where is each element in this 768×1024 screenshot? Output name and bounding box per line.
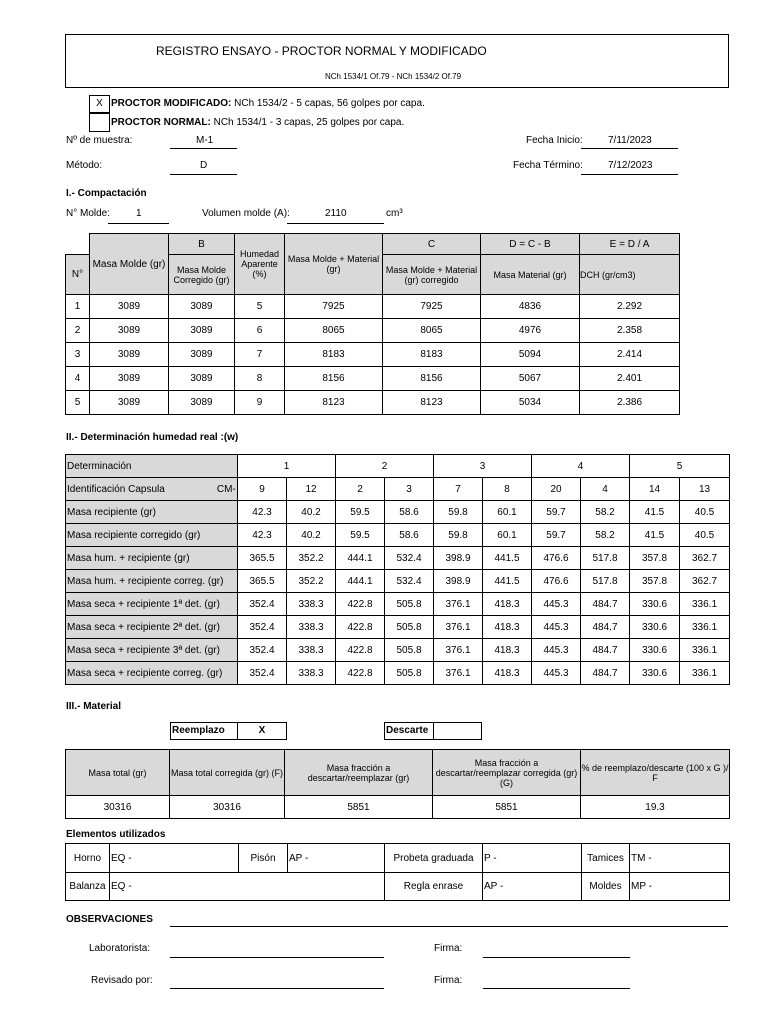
- compactacion-row: [66, 319, 680, 343]
- humedad-cell: 330.6: [630, 616, 680, 639]
- descarte-label-box: Descarte: [384, 722, 434, 740]
- humedad-cell: 444.1: [336, 547, 385, 570]
- humedad-row: [66, 501, 730, 524]
- compactacion-cell: 5067: [481, 367, 580, 391]
- compactacion-cell: 3089: [90, 295, 169, 319]
- section-material-title: III.- Material: [66, 701, 122, 712]
- humedad-cell: 517.8: [581, 547, 630, 570]
- humedad-cell: 336.1: [680, 593, 730, 616]
- capsula-id: 7: [434, 478, 483, 501]
- humedad-cell: 59.7: [532, 501, 581, 524]
- compactacion-row: [66, 367, 680, 391]
- humedad-cell: 59.5: [336, 524, 385, 547]
- humedad-cell: 352.4: [238, 593, 287, 616]
- humedad-cell: 352.2: [287, 570, 336, 593]
- metodo-value: D: [200, 160, 208, 171]
- humedad-cell: 41.5: [630, 524, 680, 547]
- compactacion-cell: 5: [235, 295, 285, 319]
- material-value: 5851: [285, 796, 433, 819]
- material-value: 30316: [66, 796, 170, 819]
- molde-value: 1: [136, 208, 142, 219]
- humedad-cell: 338.3: [287, 639, 336, 662]
- humedad-cell: 422.8: [336, 662, 385, 685]
- modificado-label: PROCTOR MODIFICADO:: [111, 98, 232, 109]
- humedad-cell: 532.4: [385, 570, 434, 593]
- humedad-cell: 58.2: [581, 501, 630, 524]
- compactacion-cell: 2: [66, 319, 90, 343]
- capsula-suffix: CM-: [216, 483, 236, 495]
- humedad-cell: 505.8: [385, 662, 434, 685]
- b-header: B: [169, 234, 235, 255]
- capsula-id: 3: [385, 478, 434, 501]
- compactacion-cell: 8156: [285, 367, 383, 391]
- humedad-cell: 357.8: [630, 570, 680, 593]
- balanza-value: EQ -: [110, 873, 385, 901]
- compactacion-cell: 3089: [169, 343, 235, 367]
- capsula-id: 4: [581, 478, 630, 501]
- compactacion-cell: 8: [235, 367, 285, 391]
- humedad-cell: 505.8: [385, 616, 434, 639]
- humedad-cell: 362.7: [680, 570, 730, 593]
- normal-option: PROCTOR NORMAL: NCh 1534/1 - 3 capas, 25 golpes por capa.: [111, 117, 405, 128]
- humedad-row-label: Masa seca + recipiente 2ª det. (gr): [66, 616, 238, 639]
- fecha-inicio-value: 7/11/2023: [608, 135, 652, 146]
- molde-line: [108, 223, 169, 224]
- material-header: Masa fracción a descartar/reemplazar (gr): [285, 750, 433, 796]
- capsula-id: 14: [630, 478, 680, 501]
- material-value: 19.3: [581, 796, 730, 819]
- reemplazo-label-box: Reemplazo: [170, 722, 238, 740]
- humedad-cell: 362.7: [680, 547, 730, 570]
- humedad-cell: 40.5: [680, 501, 730, 524]
- det-3: 3: [434, 455, 532, 478]
- material-header: Masa total corregida (gr) (F): [170, 750, 285, 796]
- humedad-table: [65, 454, 730, 685]
- compactacion-row: [66, 391, 680, 415]
- revisado-label: Revisado por:: [91, 975, 153, 986]
- muestra-value: M-1: [196, 135, 214, 146]
- page-title: REGISTRO ENSAYO - PROCTOR NORMAL Y MODIFICADO: [156, 44, 487, 58]
- humedad-cell: 336.1: [680, 639, 730, 662]
- compactacion-cell: 3089: [90, 391, 169, 415]
- humedad-cell: 352.4: [238, 639, 287, 662]
- compactacion-row: [66, 343, 680, 367]
- normal-checkbox[interactable]: [89, 113, 110, 132]
- compactacion-cell: 5: [66, 391, 90, 415]
- det-2: 2: [336, 455, 434, 478]
- horno-value: EQ -: [110, 844, 239, 873]
- humedad-cell: 60.1: [483, 501, 532, 524]
- compactacion-cell: 3089: [90, 343, 169, 367]
- capsula-id: 2: [336, 478, 385, 501]
- det-4: 4: [532, 455, 630, 478]
- humedad-cell: 376.1: [434, 639, 483, 662]
- compactacion-cell: 8065: [285, 319, 383, 343]
- humedad-cell: 422.8: [336, 616, 385, 639]
- humedad-cell: 59.7: [532, 524, 581, 547]
- humedad-cell: 40.2: [287, 524, 336, 547]
- humedad-cell: 40.2: [287, 501, 336, 524]
- humedad-cell: 338.3: [287, 662, 336, 685]
- humedad-cell: 398.9: [434, 547, 483, 570]
- humedad-cell: 445.3: [532, 593, 581, 616]
- masa-molde-mat-header: Masa Molde + Material (gr): [285, 234, 383, 295]
- compactacion-cell: 3089: [169, 367, 235, 391]
- fecha-termino-value: 7/12/2023: [608, 160, 653, 171]
- probeta-label: Probeta graduada: [385, 844, 483, 873]
- humedad-row: [66, 662, 730, 685]
- humedad-cell: 330.6: [630, 639, 680, 662]
- humedad-cell: 60.1: [483, 524, 532, 547]
- humedad-cell: 376.1: [434, 616, 483, 639]
- compactacion-cell: 3089: [90, 319, 169, 343]
- humedad-cell: 517.8: [581, 570, 630, 593]
- humedad-row-label: Masa hum. + recipiente correg. (gr): [66, 570, 238, 593]
- humedad-cell: 418.3: [483, 616, 532, 639]
- volumen-unit: cm³: [386, 208, 403, 219]
- humedad-row: [66, 616, 730, 639]
- humedad-cell: 445.3: [532, 639, 581, 662]
- humedad-cell: 532.4: [385, 547, 434, 570]
- humedad-cell: 441.5: [483, 547, 532, 570]
- humedad-cell: 376.1: [434, 662, 483, 685]
- compactacion-cell: 9: [235, 391, 285, 415]
- laboratorista-label: Laboratorista:: [89, 943, 151, 954]
- humedad-cell: 352.4: [238, 662, 287, 685]
- d-header: D = C - B: [481, 234, 580, 255]
- humedad-row-label: Masa seca + recipiente 3ª det. (gr): [66, 639, 238, 662]
- normal-desc: NCh 1534/1 - 3 capas, 25 golpes por capa: [210, 117, 402, 128]
- material-value: 5851: [433, 796, 581, 819]
- compactacion-cell: 3: [66, 343, 90, 367]
- capsula-label: Identificación Capsula: [67, 483, 165, 495]
- volumen-label: Volumen molde (A):: [202, 208, 290, 219]
- volumen-value: 2110: [325, 208, 347, 219]
- compactacion-cell: 8183: [383, 343, 481, 367]
- humedad-row-label: Masa seca + recipiente 1ª det. (gr): [66, 593, 238, 616]
- humedad-cell: 336.1: [680, 616, 730, 639]
- compactacion-cell: 3089: [169, 295, 235, 319]
- compactacion-row: [66, 295, 680, 319]
- tamices-label: Tamices: [582, 844, 630, 873]
- humedad-cell: 338.3: [287, 616, 336, 639]
- section-elementos-title: Elementos utilizados: [66, 829, 166, 840]
- humedad-row-label: Masa recipiente (gr): [66, 501, 238, 524]
- masa-molde-header: Masa Molde (gr): [90, 234, 169, 295]
- compactacion-cell: 2.414: [580, 343, 680, 367]
- humedad-cell: 58.6: [385, 524, 434, 547]
- compactacion-cell: 8183: [285, 343, 383, 367]
- humedad-cell: 58.6: [385, 501, 434, 524]
- humedad-cell: 376.1: [434, 593, 483, 616]
- humedad-cell: 365.5: [238, 570, 287, 593]
- compactacion-cell: 7: [235, 343, 285, 367]
- humedad-cell: 352.2: [287, 547, 336, 570]
- corner-cell: [66, 234, 90, 255]
- capsula-id: 13: [680, 478, 730, 501]
- observaciones-label: OBSERVACIONES: [66, 914, 153, 925]
- capsula-id: 20: [532, 478, 581, 501]
- pison-label: Pisón: [239, 844, 288, 873]
- laboratorista-line[interactable]: [170, 957, 384, 958]
- humedad-row-label: Masa hum. + recipiente (gr): [66, 547, 238, 570]
- humedad-cell: 330.6: [630, 593, 680, 616]
- elementos-table: [65, 843, 730, 901]
- humedad-cell: 58.2: [581, 524, 630, 547]
- humedad-cell: 330.6: [630, 662, 680, 685]
- section-compactacion-title: I.- Compactación: [66, 188, 147, 199]
- normal-label: PROCTOR NORMAL:: [111, 117, 211, 128]
- molde-label: N° Molde:: [66, 208, 111, 219]
- humedad-cell: 40.5: [680, 524, 730, 547]
- balanza-label: Balanza: [66, 873, 110, 901]
- humedad-cell: 445.3: [532, 662, 581, 685]
- reemplazo-checkbox[interactable]: X: [237, 722, 287, 740]
- humedad-row: [66, 524, 730, 547]
- fecha-termino-line: [581, 174, 678, 175]
- compactacion-cell: 7925: [383, 295, 481, 319]
- fecha-inicio-line: [581, 148, 678, 149]
- material-header: Masa fracción a descartar/reemplazar corregida (gr) (G): [433, 750, 581, 796]
- compactacion-cell: 5094: [481, 343, 580, 367]
- humedad-cell: 418.3: [483, 662, 532, 685]
- compactacion-cell: 8065: [383, 319, 481, 343]
- humedad-header: Humedad Aparente (%): [235, 234, 285, 295]
- dch-header: DCH (gr/cm3): [580, 255, 680, 295]
- moldes-label: Moldes: [582, 873, 630, 901]
- humedad-cell: 357.8: [630, 547, 680, 570]
- muestra-line: [170, 148, 237, 149]
- capsula-id: 9: [238, 478, 287, 501]
- humedad-cell: 484.7: [581, 593, 630, 616]
- det-5: 5: [630, 455, 730, 478]
- muestra-label: Nº de muestra:: [66, 135, 133, 146]
- masa-material-header: Masa Material (gr): [481, 255, 580, 295]
- masa-molde-corr-header: Masa Molde Corregido (gr): [169, 255, 235, 295]
- descarte-checkbox[interactable]: [433, 722, 482, 740]
- humedad-cell: 42.3: [238, 524, 287, 547]
- determinacion-label: Determinación: [66, 455, 238, 478]
- regla-value: AP -: [483, 873, 582, 901]
- volumen-line: [287, 223, 384, 224]
- revisado-line[interactable]: [170, 988, 384, 989]
- modificado-desc: NCh 1534/2 - 5 capas, 56 golpes por capa: [231, 98, 423, 109]
- firma-line[interactable]: [483, 957, 630, 958]
- material-header: Masa total (gr): [66, 750, 170, 796]
- humedad-cell: 505.8: [385, 593, 434, 616]
- compactacion-cell: 4976: [481, 319, 580, 343]
- humedad-cell: 484.7: [581, 616, 630, 639]
- compactacion-cell: 7925: [285, 295, 383, 319]
- tamices-value: TM -: [630, 844, 730, 873]
- compactacion-cell: 3089: [169, 391, 235, 415]
- no-header: N°: [66, 255, 90, 295]
- metodo-label: Método:: [66, 160, 103, 171]
- humedad-cell: 59.8: [434, 501, 483, 524]
- compactacion-cell: 8123: [285, 391, 383, 415]
- humedad-cell: 505.8: [385, 639, 434, 662]
- compactacion-cell: 4: [66, 367, 90, 391]
- compactacion-cell: 4836: [481, 295, 580, 319]
- capsula-id: 12: [287, 478, 336, 501]
- e-header: E = D / A: [580, 234, 680, 255]
- firma2-label: Firma:: [434, 975, 463, 986]
- compactacion-cell: 8156: [383, 367, 481, 391]
- probeta-value: P -: [483, 844, 582, 873]
- humedad-cell: 338.3: [287, 593, 336, 616]
- humedad-cell: 336.1: [680, 662, 730, 685]
- horno-label: Horno: [66, 844, 110, 873]
- compactacion-table: [65, 233, 680, 415]
- compactacion-cell: 2.401: [580, 367, 680, 391]
- humedad-cell: 418.3: [483, 639, 532, 662]
- compactacion-cell: 5034: [481, 391, 580, 415]
- humedad-cell: 476.6: [532, 547, 581, 570]
- humedad-row: [66, 547, 730, 570]
- metodo-line: [170, 174, 237, 175]
- compactacion-cell: 1: [66, 295, 90, 319]
- material-header: % de reemplazo/descarte (100 x G )/ F: [581, 750, 730, 796]
- firma-label: Firma:: [434, 943, 463, 954]
- humedad-row: [66, 593, 730, 616]
- compactacion-cell: 2.292: [580, 295, 680, 319]
- det-1: 1: [238, 455, 336, 478]
- humedad-cell: 444.1: [336, 570, 385, 593]
- humedad-cell: 59.8: [434, 524, 483, 547]
- compactacion-cell: 8123: [383, 391, 481, 415]
- c-header: C: [383, 234, 481, 255]
- humedad-cell: 41.5: [630, 501, 680, 524]
- modificado-checkbox[interactable]: X: [89, 95, 110, 113]
- norms-text: NCh 1534/1 Of.79 - NCh 1534/2 Of.79: [325, 72, 462, 81]
- humedad-row-label: Masa recipiente corregido (gr): [66, 524, 238, 547]
- humedad-cell: 476.6: [532, 570, 581, 593]
- pison-value: AP -: [288, 844, 385, 873]
- humedad-row: [66, 639, 730, 662]
- humedad-cell: 365.5: [238, 547, 287, 570]
- fecha-termino-label: Fecha Término:: [513, 160, 583, 171]
- humedad-cell: 352.4: [238, 616, 287, 639]
- humedad-cell: 422.8: [336, 639, 385, 662]
- compactacion-cell: 6: [235, 319, 285, 343]
- compactacion-cell: 3089: [169, 319, 235, 343]
- compactacion-cell: 3089: [90, 367, 169, 391]
- compactacion-cell: 2.386: [580, 391, 680, 415]
- humedad-cell: 441.5: [483, 570, 532, 593]
- observaciones-line[interactable]: [170, 926, 728, 927]
- humedad-cell: 398.9: [434, 570, 483, 593]
- material-value: 30316: [170, 796, 285, 819]
- fecha-inicio-label: Fecha Inicio:: [526, 135, 583, 146]
- firma2-line[interactable]: [483, 988, 630, 989]
- regla-label: Regla enrase: [385, 873, 483, 901]
- humedad-cell: 484.7: [581, 662, 630, 685]
- capsula-id: 8: [483, 478, 532, 501]
- humedad-cell: 418.3: [483, 593, 532, 616]
- capsula-label-cell: [66, 478, 238, 501]
- moldes-value: MP -: [630, 873, 730, 901]
- humedad-cell: 445.3: [532, 616, 581, 639]
- compactacion-cell: 2.358: [580, 319, 680, 343]
- material-table: [65, 749, 730, 819]
- masa-molde-mat-corr-header: Masa Molde + Material (gr) corregido: [383, 255, 481, 295]
- humedad-cell: 42.3: [238, 501, 287, 524]
- humedad-cell: 484.7: [581, 639, 630, 662]
- humedad-cell: 59.5: [336, 501, 385, 524]
- humedad-row-label: Masa seca + recipiente correg. (gr): [66, 662, 238, 685]
- modificado-option: PROCTOR MODIFICADO: NCh 1534/2 - 5 capas, 56 golpes por capa.: [111, 98, 425, 109]
- humedad-cell: 422.8: [336, 593, 385, 616]
- section-humedad-title: II.- Determinación humedad real :(w): [66, 432, 239, 443]
- humedad-row: [66, 570, 730, 593]
